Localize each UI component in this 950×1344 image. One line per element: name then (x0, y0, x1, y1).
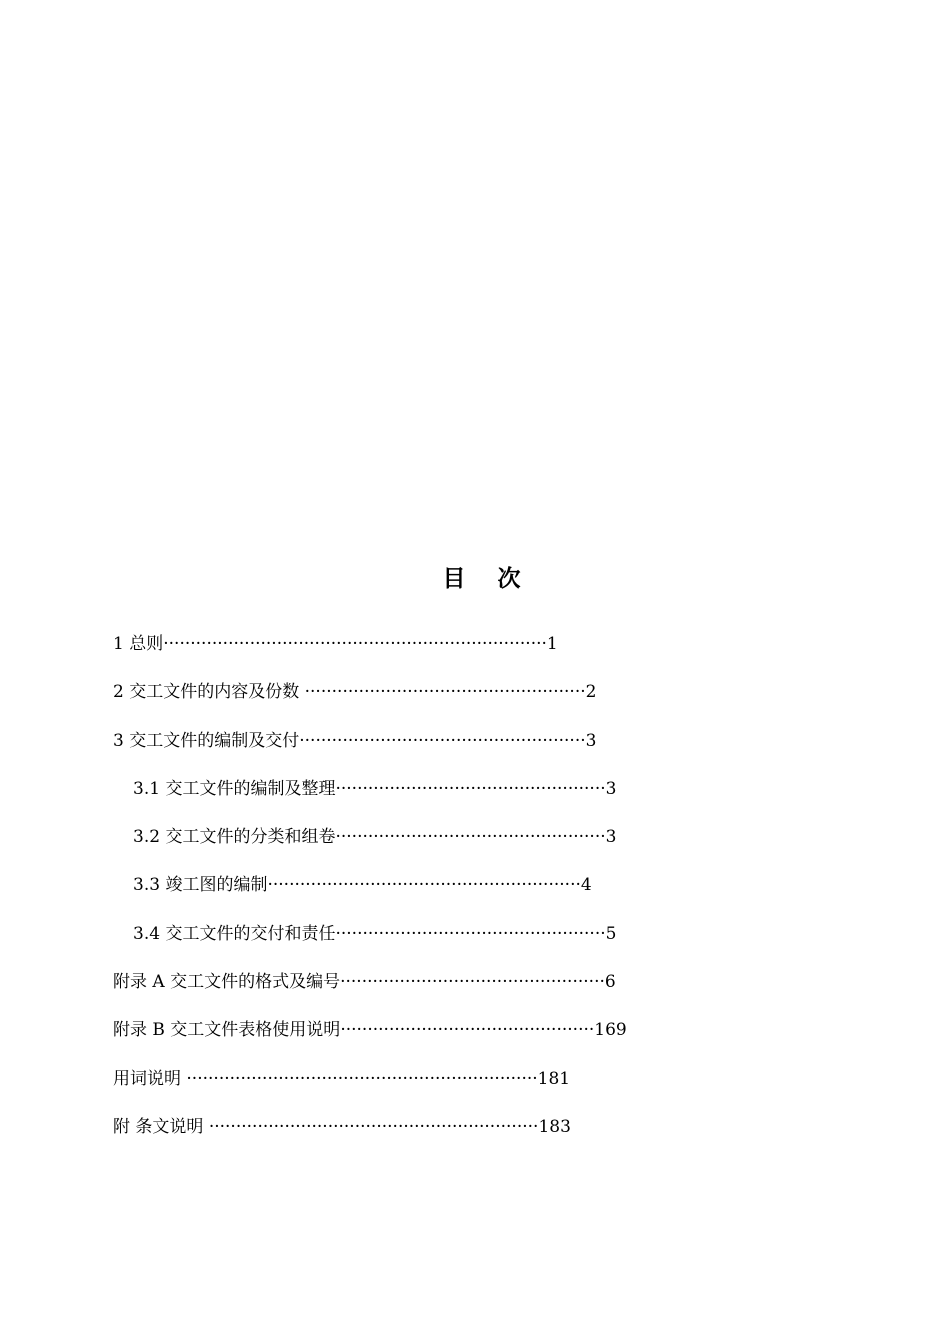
toc-entry-page: 3 (605, 778, 617, 799)
toc-entry-leader: ····················································· (299, 730, 586, 751)
toc-entry-label: 3.1 交工文件的编制及整理 (133, 778, 336, 799)
toc-entry-page: 3 (585, 730, 597, 751)
toc-entry-label: 3.2 交工文件的分类和组卷 (133, 827, 336, 848)
toc-entry-leader: ···················································· (304, 682, 586, 703)
toc-entry-label: 2 交工文件的内容及份数 (113, 682, 305, 703)
toc-entry-commentary[interactable] (113, 1111, 627, 1159)
toc-entry-page: 181 (537, 1068, 571, 1089)
toc-entry-page: 6 (604, 972, 616, 993)
toc-entry-3-4[interactable] (113, 918, 627, 966)
toc-entry-leader: ·························································· (267, 875, 581, 896)
toc-entry-label: 附录 A 交工文件的格式及编号 (113, 972, 341, 993)
toc-entry-page: 1 (546, 634, 558, 654)
toc-entry-3-1[interactable] (113, 773, 627, 821)
toc-entry-3-2[interactable] (113, 821, 627, 869)
toc-entry-label: 用词说明 (113, 1068, 187, 1089)
toc-entry-leader: ····························································· (208, 1116, 539, 1137)
toc-entry-page: 169 (594, 1020, 627, 1041)
toc-entry-label: 附录 B 交工文件表格使用说明 (113, 1020, 341, 1041)
toc-entry-page: 2 (585, 682, 597, 703)
toc-entry-label: 3.3 竣工图的编制 (133, 875, 268, 896)
toc-entry-label: 3.4 交工文件的交付和责任 (133, 923, 336, 944)
toc-entry-label: 1 总则 (113, 634, 164, 654)
toc-entry-3[interactable] (113, 725, 627, 773)
toc-entry-appendix-a[interactable] (113, 966, 627, 1014)
toc-entry-2[interactable] (113, 676, 627, 724)
toc-title: 目 次 (442, 565, 533, 592)
toc-entry-label: 3 交工文件的编制及交付 (113, 730, 300, 751)
toc-entry-leader: ·················································· (335, 923, 606, 944)
toc-entry-page: 3 (605, 827, 617, 848)
toc-entry-page: 4 (580, 875, 592, 896)
toc-entry-appendix-b[interactable] (113, 1014, 627, 1062)
toc-entry-1[interactable] (113, 628, 627, 676)
toc-entry-leader: ················································· (340, 972, 605, 993)
toc-entry-leader: ································································· (186, 1068, 538, 1089)
toc-entry-leader: ·················································· (335, 827, 606, 848)
toc-entry-terminology[interactable] (113, 1063, 627, 1111)
toc-list (113, 628, 627, 1159)
toc-entry-leader: ··············································· (340, 1020, 595, 1041)
toc-entry-label: 附 条文说明 (113, 1116, 209, 1137)
toc-entry-page: 183 (538, 1116, 571, 1137)
toc-entry-page: 5 (605, 923, 617, 944)
toc-entry-3-3[interactable] (113, 869, 627, 917)
toc-entry-leader: ·················································· (335, 778, 606, 799)
toc-entry-leader: ······································································· (163, 634, 547, 654)
